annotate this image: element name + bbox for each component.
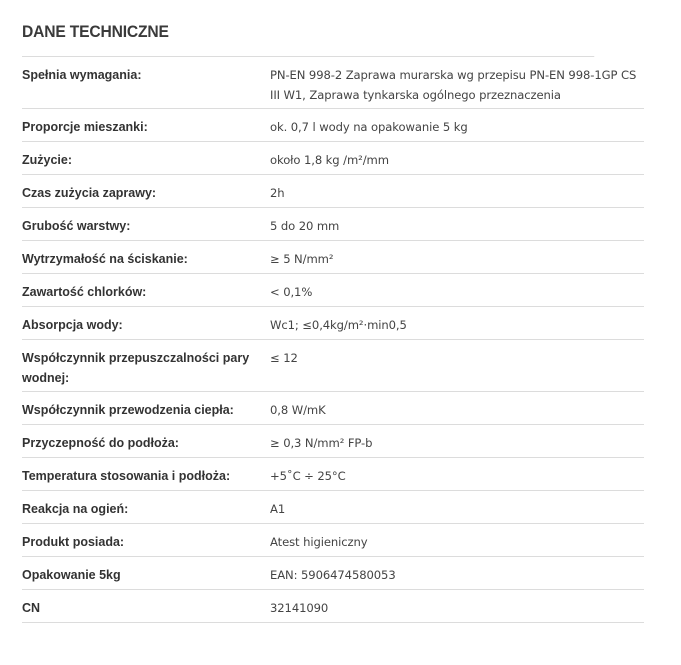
- table-row: [22, 109, 644, 142]
- row-label: Czas zużycia zaprawy:: [22, 186, 157, 200]
- table-row: [22, 175, 644, 208]
- row-label: Współczynnik przewodzenia ciepła:: [22, 403, 234, 417]
- row-label: Absorpcja wody:: [22, 318, 123, 332]
- row-label: Przyczepność do podłoża:: [22, 436, 179, 450]
- row-value: 0,8 W/mK: [270, 403, 326, 417]
- table-row: [22, 491, 644, 524]
- row-value: < 0,1%: [270, 285, 313, 299]
- row-label: Opakowanie 5kg: [22, 568, 121, 582]
- row-label: Reakcja na ogień:: [22, 502, 129, 516]
- row-value: +5˚C ÷ 25°C: [270, 469, 346, 483]
- row-label: Wytrzymałość na ściskanie:: [22, 252, 188, 266]
- row-label: Grubość warstwy:: [22, 219, 131, 233]
- technical-data-section: [22, 20, 644, 623]
- section-title: DANE TECHNICZNE: [22, 20, 594, 57]
- row-value: 2h: [270, 186, 285, 200]
- table-row: [22, 425, 644, 458]
- row-value: 5 do 20 mm: [270, 219, 340, 233]
- table-row: [22, 524, 644, 557]
- table-row: [22, 142, 644, 175]
- table-row: [22, 590, 644, 623]
- row-label: Produkt posiada:: [22, 535, 125, 549]
- row-label: Zawartość chlorków:: [22, 285, 147, 299]
- spec-table: [22, 57, 644, 623]
- row-label: CN: [22, 601, 41, 615]
- row-label: Współczynnik przepuszczalności pary wodnej:: [22, 351, 250, 385]
- row-value: PN-EN 998-2 Zaprawa murarska wg przepisu PN-EN 998-1GP CS III W1, Zaprawa tynkarska ogólnego przeznaczenia: [270, 68, 637, 102]
- row-value: EAN: 5906474580053: [270, 568, 396, 582]
- row-value: 32141090: [270, 601, 329, 615]
- row-label: Zużycie:: [22, 153, 73, 167]
- row-value: ≤ 12: [270, 351, 298, 365]
- row-value: ≥ 5 N/mm²: [270, 252, 334, 266]
- table-row: [22, 57, 644, 109]
- row-value: A1: [270, 502, 286, 516]
- table-row: [22, 307, 644, 340]
- table-row: [22, 241, 644, 274]
- row-value: około 1,8 kg /m²/mm: [270, 153, 389, 167]
- row-label: Spełnia wymagania:: [22, 68, 142, 82]
- row-label: Temperatura stosowania i podłoża:: [22, 469, 231, 483]
- row-label: Proporcje mieszanki:: [22, 120, 148, 134]
- table-row: [22, 208, 644, 241]
- table-row: [22, 557, 644, 590]
- row-value: ok. 0,7 l wody na opakowanie 5 kg: [270, 120, 468, 134]
- table-row: [22, 392, 644, 425]
- table-row: [22, 274, 644, 307]
- row-value: ≥ 0,3 N/mm² FP-b: [270, 436, 373, 450]
- row-value: Atest higieniczny: [270, 535, 368, 549]
- table-row: [22, 340, 644, 392]
- row-value: Wc1; ≤0,4kg/m²·min0,5: [270, 318, 407, 332]
- table-row: [22, 458, 644, 491]
